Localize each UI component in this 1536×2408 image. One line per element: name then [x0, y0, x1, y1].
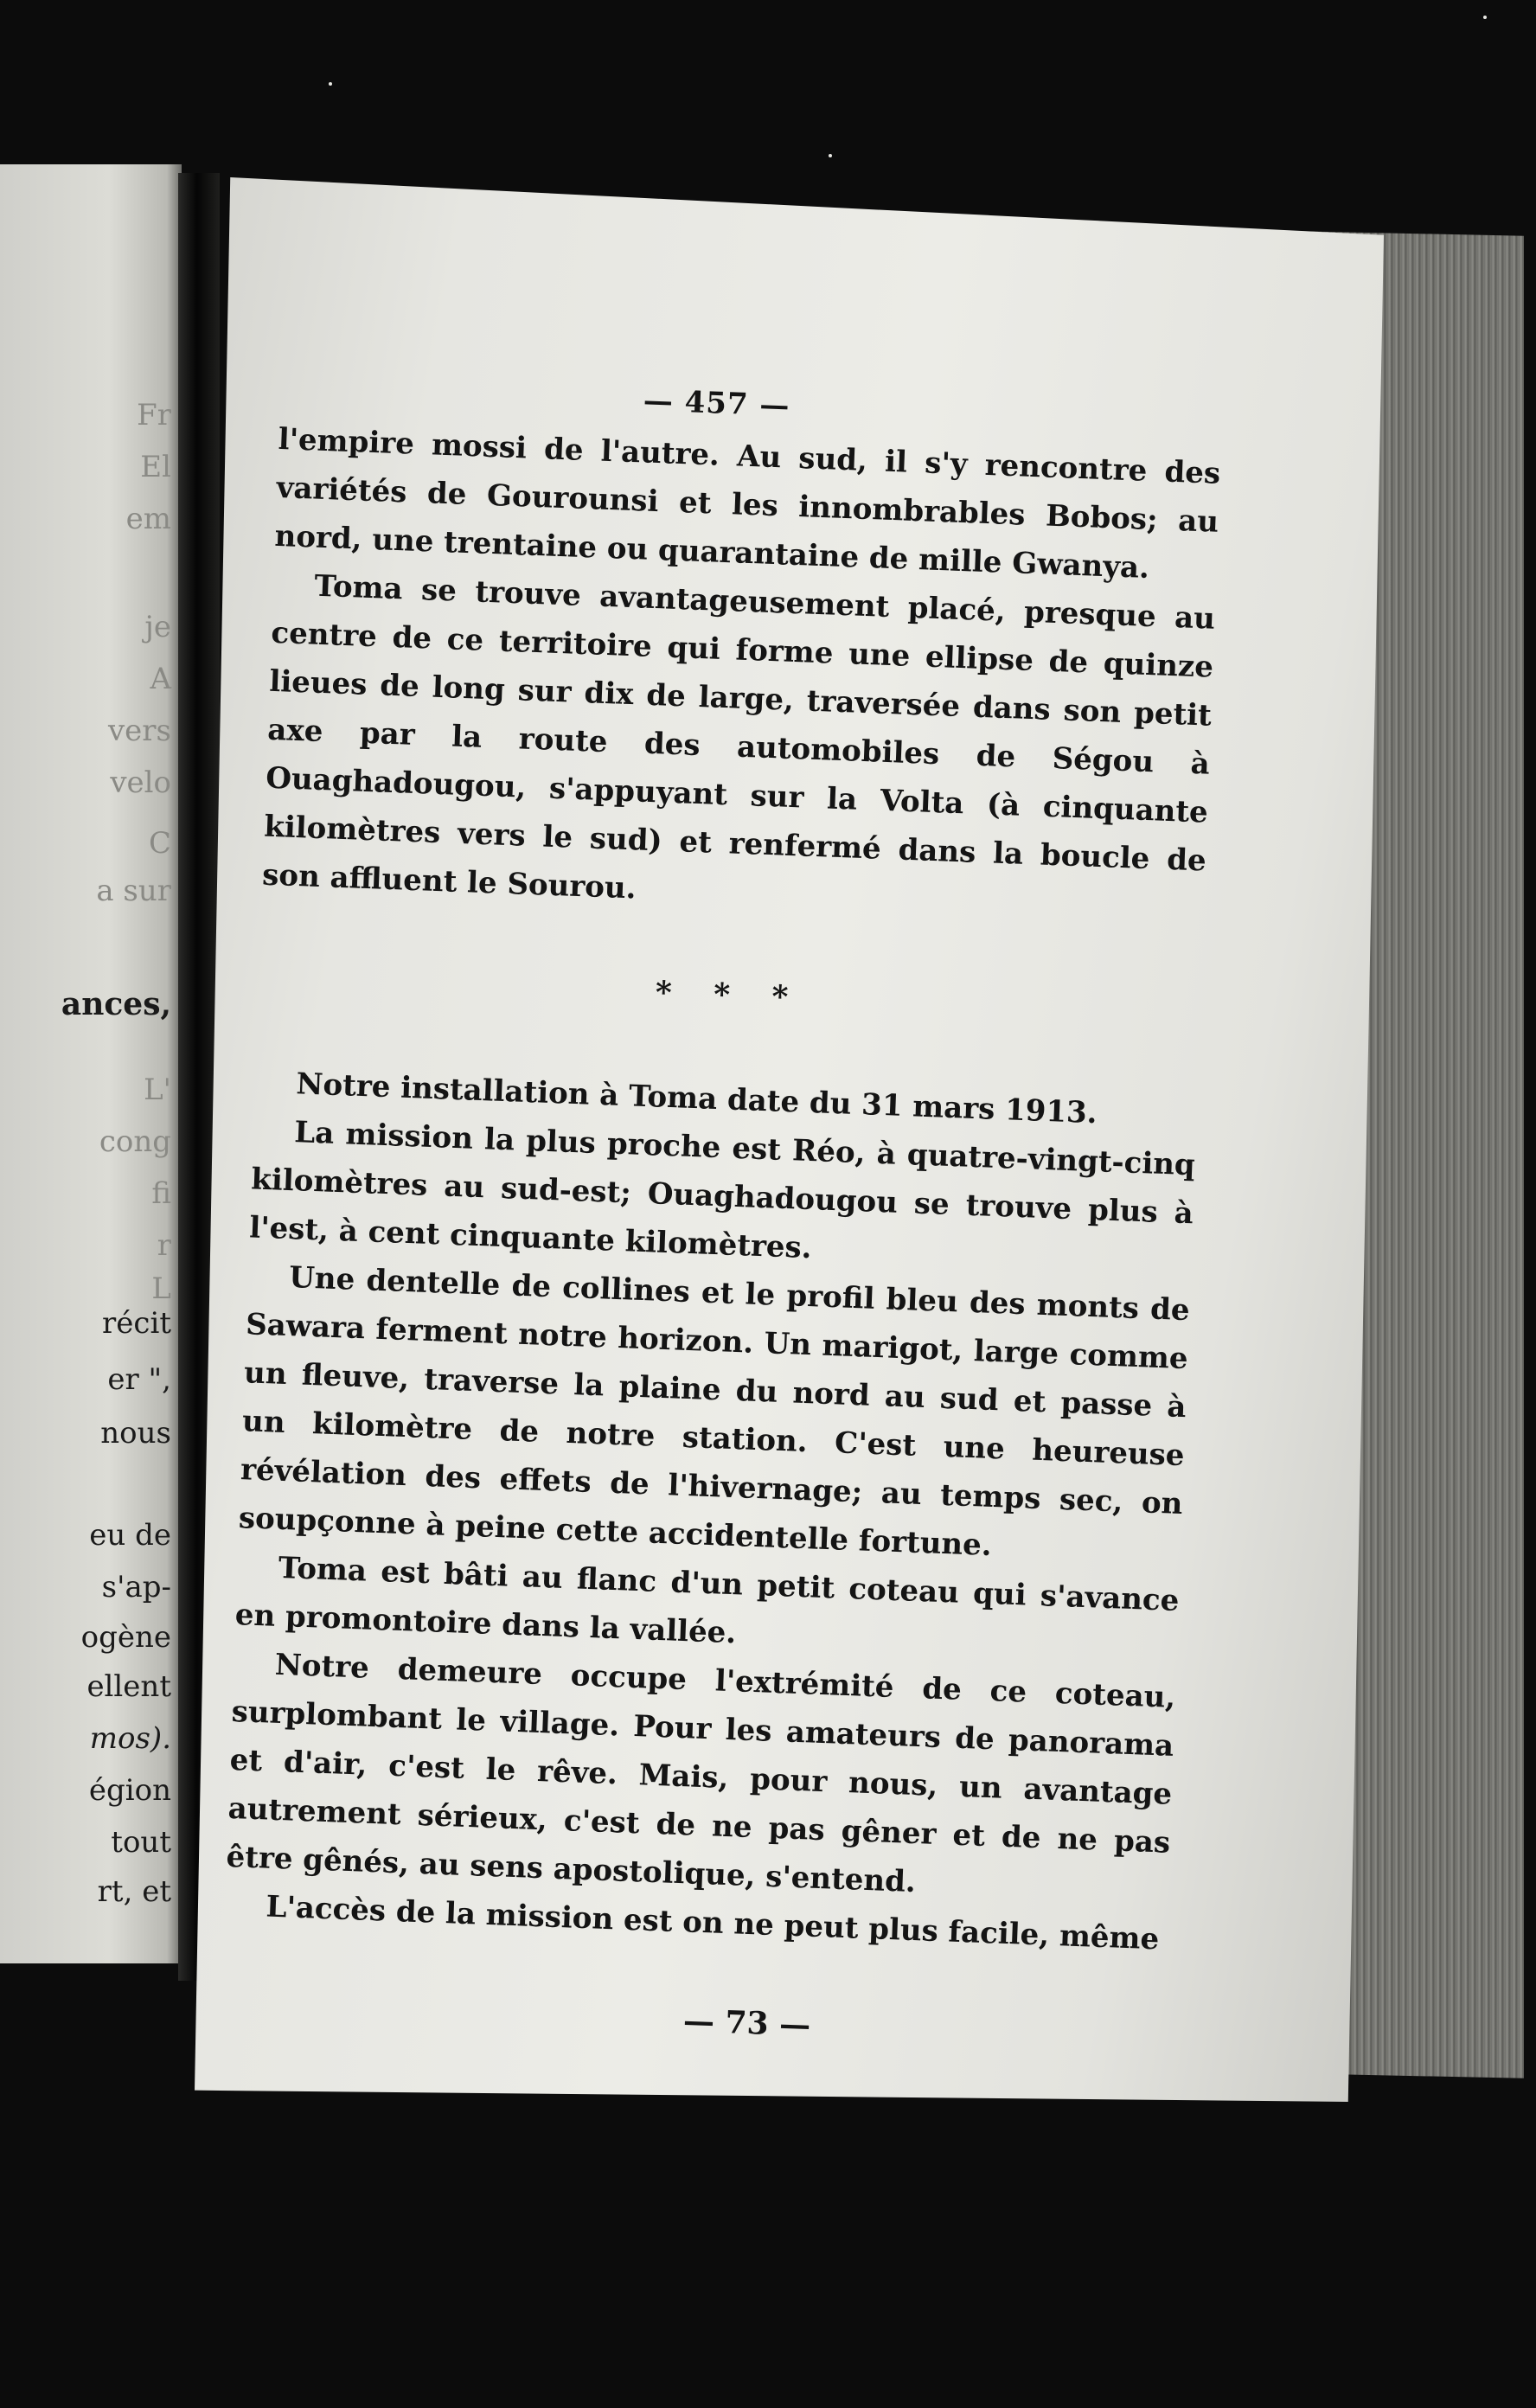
running-head: — 457 — — [643, 383, 791, 424]
left-page-fragment: El — [140, 450, 171, 484]
paragraph: Toma est bâti au flanc d'un petit coteau qui s'avance en promontoire dans la vallée. — [234, 1550, 1180, 1651]
left-page-fragment: ances, — [61, 986, 171, 1022]
left-page-fragment: A — [150, 662, 171, 696]
left-page-fragment: rt, et — [97, 1874, 171, 1909]
left-page-fragment: fi — [151, 1176, 171, 1211]
left-page-fragment: Fr — [137, 398, 171, 432]
left-page-fragment: ogène — [80, 1620, 171, 1655]
left-page-fragment: L — [151, 1271, 171, 1306]
paragraph: L'accès de la mission est on ne peut plus facile, même — [265, 1889, 1160, 1957]
left-page-fragment: mos). — [89, 1721, 171, 1756]
left-page-fragment: cong — [99, 1124, 171, 1159]
left-page-fragment: ellent — [86, 1669, 171, 1704]
left-page-fragment: C — [148, 826, 171, 861]
paragraph: Une dentelle de collines et le profil bleu des monts de Sawara ferment notre horizon. Un marigot, large comme un fleuve, traverse la plaine du nord au sud et passe à un kilomètre de notre station. C'est une heureuse révélation des effets de l'hivernage; au temps sec, on soupçonne à peine cette accidentelle fortune. — [238, 1260, 1191, 1564]
paragraph: La mission la plus proche est Réo, à quatre-vingt-cinq kilomètres au sud-est; Ouaghadougou se trouve plus à l'est, à cent cinquante kilomètres. — [248, 1115, 1196, 1266]
page-number: — 73 — — [682, 2002, 811, 2044]
scan-speck — [1483, 16, 1487, 19]
left-page-fragment: récit — [102, 1306, 171, 1341]
paragraph: Toma se trouve avantageusement placé, presque au centre de ce territoire qui forme une ellipse de quinze lieues de long sur dix de large, traversée dans son petit axe par la route des automobiles de Ségou à Ouaghadougou, s'appuyant sur la Volta (à cinquante kilomètres vers le sud) et renfermé dans la boucle de son affluent le Sourou. — [261, 568, 1216, 906]
left-page-fragment: s'ap- — [101, 1570, 171, 1604]
left-page-fragment: er ", — [107, 1362, 171, 1397]
left-page-fragment: velo — [110, 765, 171, 800]
left-page-fragment: a sur — [96, 874, 171, 908]
page-text — [224, 363, 1224, 1964]
left-page-fragment: vers — [107, 714, 171, 748]
left-page-fragment: eu de — [89, 1518, 171, 1553]
left-page-fragment: je — [144, 610, 171, 644]
left-page-fragment: r — [157, 1228, 171, 1263]
scan-speck — [829, 154, 832, 157]
left-page-fragment: L' — [144, 1073, 171, 1107]
left-page-fragment: égion — [88, 1773, 171, 1808]
left-page-fragment: em — [125, 502, 171, 536]
left-page-fragment: nous — [100, 1416, 171, 1451]
left-page-fragment: tout — [111, 1825, 171, 1860]
paragraph: Notre demeure occupe l'extrémité de ce coteau, surplombant le village. Pour les amateurs de panorama et d'air, c'est le rêve. Mais, pour nous, un avantage autrement sérieux, c'est de ne pas gêner et de ne pas être gênés, au sens apostolique, s'entend. — [225, 1647, 1176, 1900]
section-separator: * * * — [655, 974, 805, 1016]
paragraph: l'empire mossi de l'autre. Au sud, il s'y rencontre des variétés de Gourounsi et les innombrables Bobos; au nord, une trentaine ou quarantaine de mille Gwanya. — [273, 421, 1221, 586]
paragraph: Notre installation à Toma date du 31 mars 1913. — [295, 1066, 1098, 1131]
left-page — [0, 164, 182, 1963]
scan-speck — [329, 82, 332, 86]
